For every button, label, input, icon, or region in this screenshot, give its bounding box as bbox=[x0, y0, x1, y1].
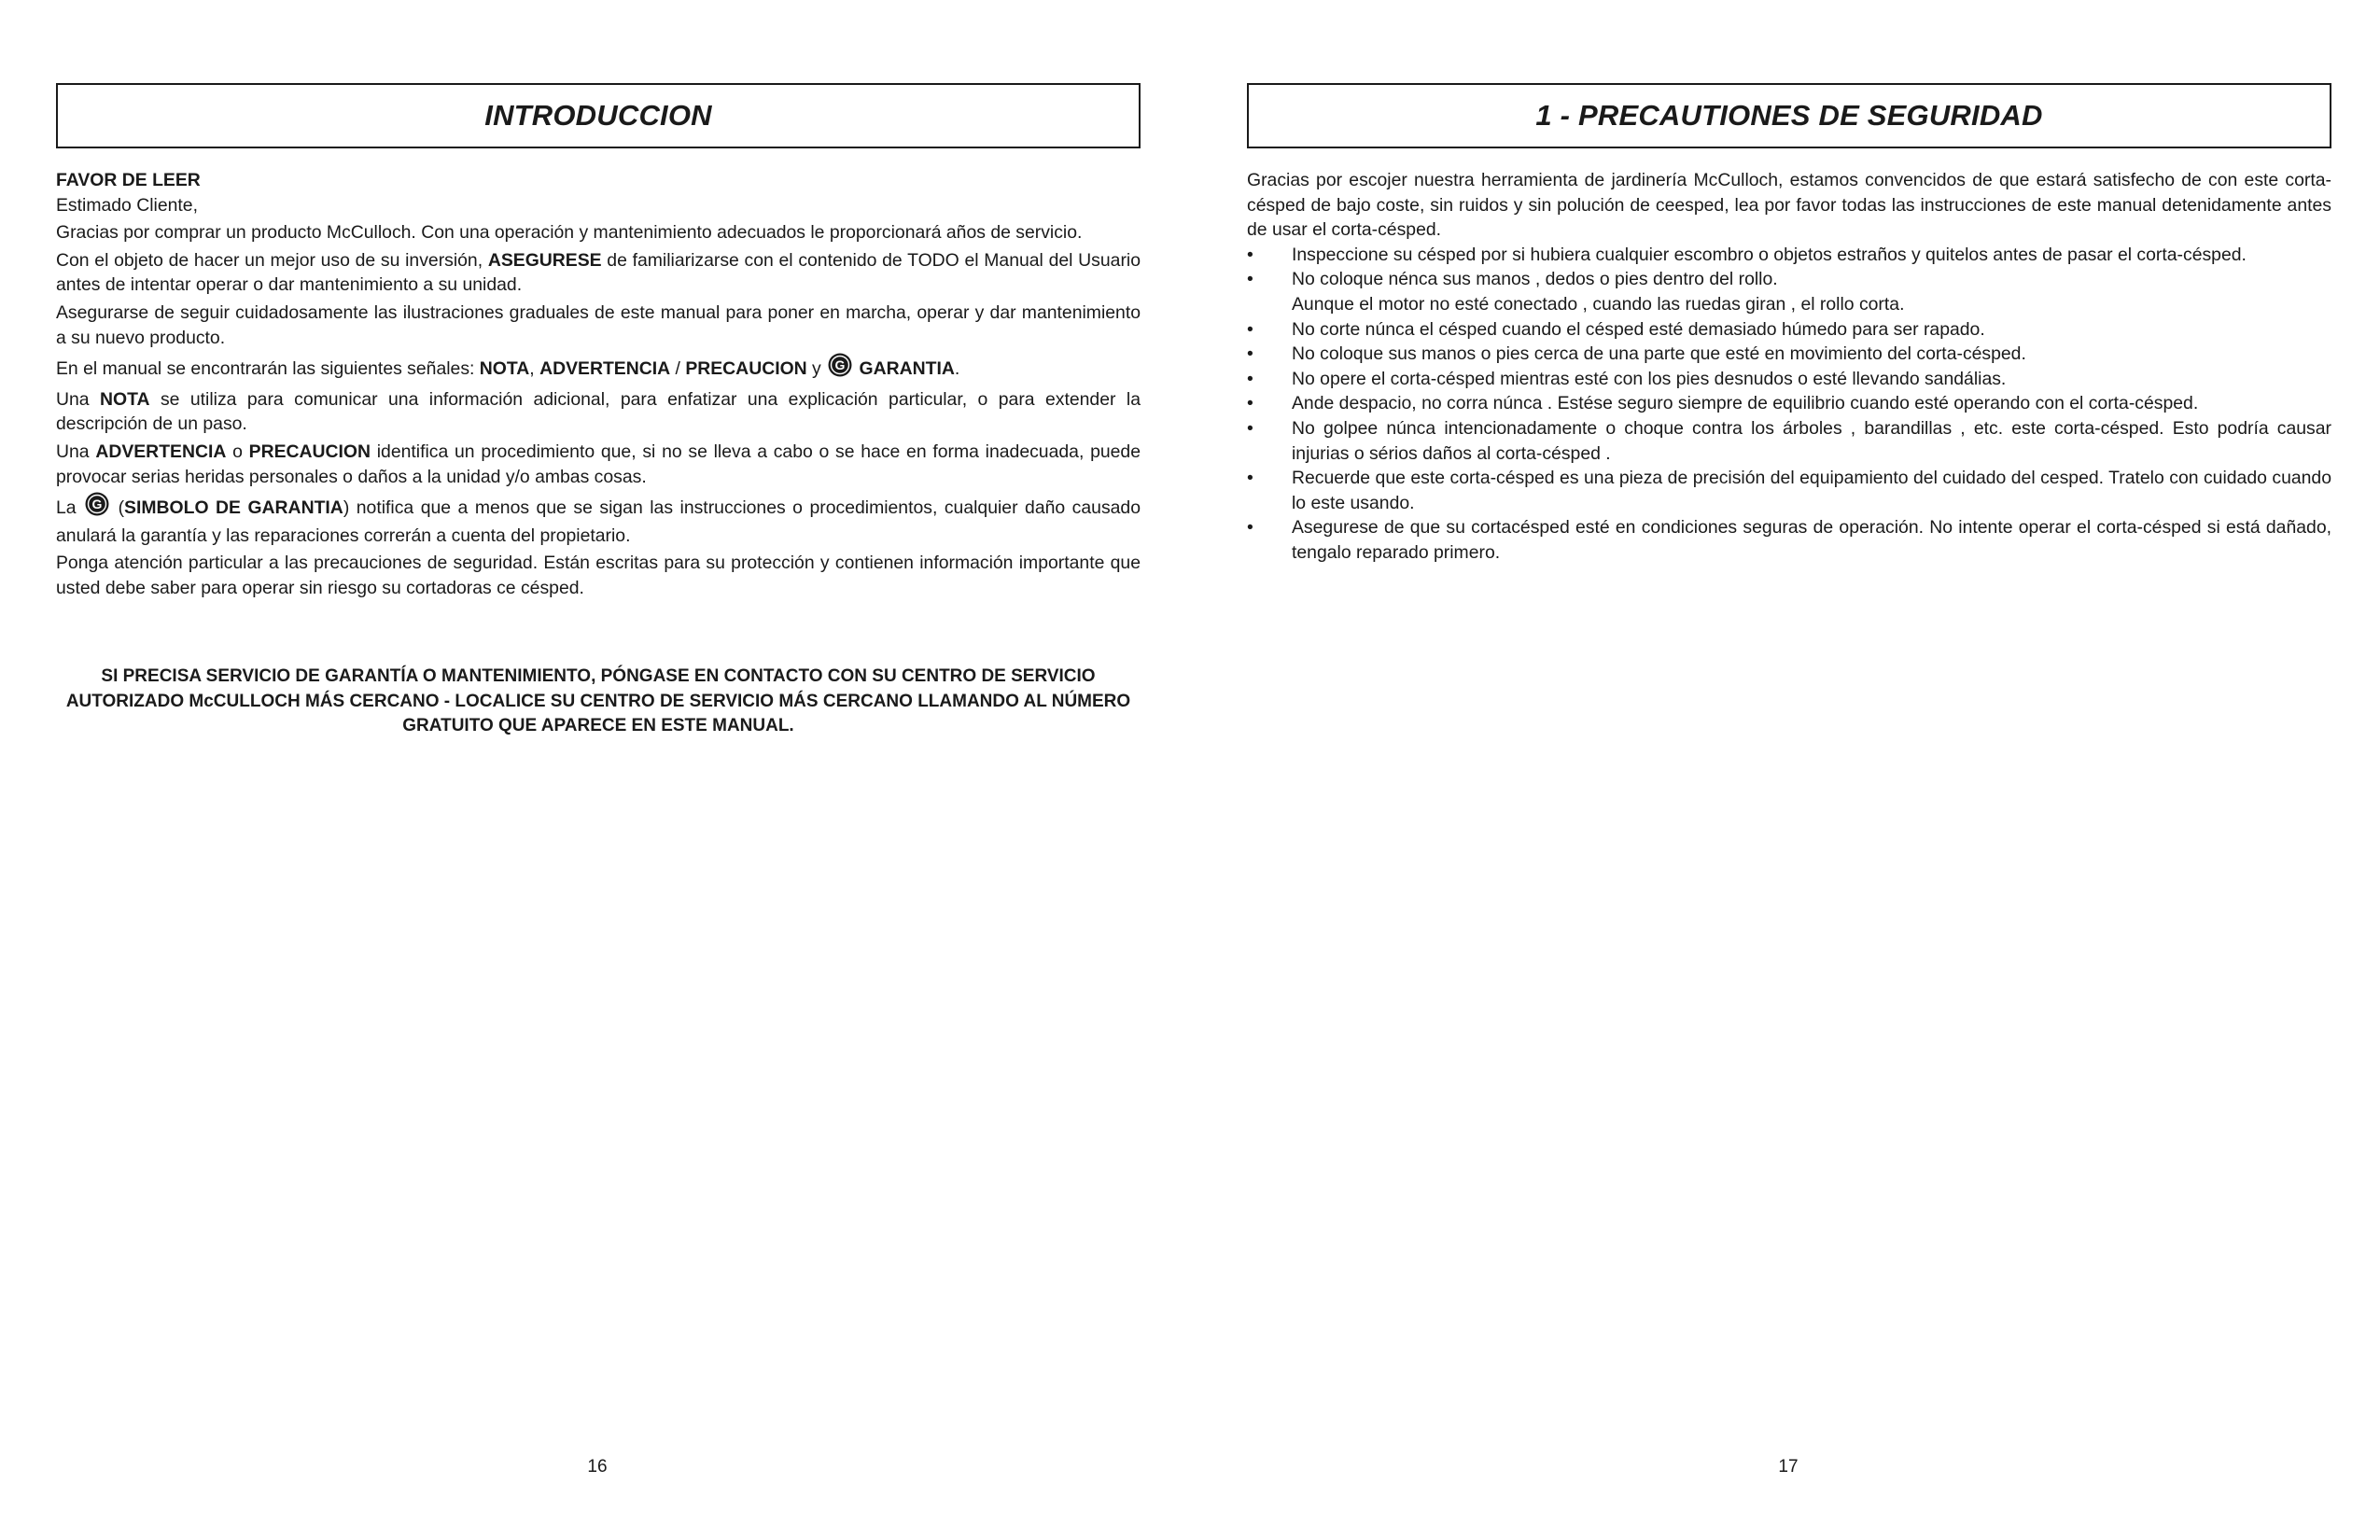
paragraph-investment: Con el objeto de hacer un mejor uso de su inversión, ASEGURESE de familiarizarse con el contenido de TODO el Manual del Usuario antes de intentar operar o dar mantenimiento a su unidad. bbox=[56, 249, 1141, 296]
warranty-symbol-icon bbox=[828, 353, 852, 385]
safety-body bbox=[1247, 168, 2331, 566]
list-item: • No golpee núnca intencionadamente o choque contra los árboles , barandillas , etc. este corta-césped. Esto podría causar injurias o sérios daños al corta-césped . bbox=[1247, 417, 2331, 464]
list-item-continuation: Aunque el motor no esté conectado , cuando las ruedas giran , el rollo corta. bbox=[1292, 293, 1905, 315]
paragraph-illustrations: Asegurarse de seguir cuidadosamente las ilustraciones graduales de este manual para poner en marcha, operar y dar mantenimiento a su nuevo producto. bbox=[56, 301, 1141, 348]
paragraph-nota: Una NOTA se utiliza para comunicar una información adicional, para enfatizar una explicación particular, o para extender la descripción de un paso. bbox=[56, 388, 1141, 435]
list-item: • No corte núnca el césped cuando el césped esté demasiado húmedo para ser rapado. bbox=[1247, 318, 1985, 340]
list-item: • Ande despacio, no corra núnca . Estése seguro siempre de equilibrio cuando esté operando con el corta-césped. bbox=[1247, 393, 2199, 414]
page-title: 1 - PRECAUTIONES DE SEGURIDAD bbox=[1535, 99, 2043, 132]
list-item: • No coloque nénca sus manos , dedos o pies dentro del rollo. bbox=[1247, 269, 1778, 290]
list-item: • Recuerde que este corta-césped es una pieza de precisión del equipamiento del cuidado del cesped. Tratelo con cuidado cuando lo este usando. bbox=[1247, 468, 2331, 513]
safety-title-box bbox=[1247, 83, 2331, 148]
service-notice: SI PRECISA SERVICIO DE GARANTÍA O MANTENIMIENTO, PÓNGASE EN CONTACTO CON SU CENTRO DE SERVICIO AUTORIZADO McCULLOCH MÁS CERCANO - LOCALICE SU CENTRO DE SERVICIO MÁS CERCANO LLAMANDO AL NÚMERO GRATUITO QUE APARECE EN ESTE MANUAL. bbox=[65, 666, 1131, 735]
paragraph-attention: Ponga atención particular a las precauciones de seguridad. Están escritas para su protección y contienen información importante que usted debe saber para operar sin riesgo su cortadoras ce césped. bbox=[56, 553, 1141, 598]
list-item: • Asegurese de que su cortacésped esté en condiciones seguras de operación. No intente operar el corta-césped si está dañado, tengalo reparado primero. bbox=[1247, 517, 2331, 563]
paragraph-warranty-symbol: La G (SIMBOLO DE GARANTIA) notifica que a menos que se sigan las instrucciones o procedimientos, cualquier daño causado anulará la garantía y las reparaciones correrán a cuenta del propietario. bbox=[56, 492, 1141, 548]
list-item: • Inspeccione su césped por si hubiera cualquier escombro o objetos estraños y quitelos antes de pasar el corta-césped. bbox=[1247, 244, 2247, 265]
page-number: 16 bbox=[587, 1457, 608, 1477]
list-item: • No coloque sus manos o pies cerca de una parte que esté en movimiento del corta-césped. bbox=[1247, 343, 2026, 365]
page-number: 17 bbox=[1778, 1457, 1799, 1477]
intro-body bbox=[56, 168, 1141, 604]
warranty-symbol-icon bbox=[85, 492, 109, 524]
page-title: INTRODUCCION bbox=[484, 99, 712, 132]
paragraph-thanks: Gracias por comprar un producto McCulloch. Con una operación y mantenimiento adecuados le proporcionará años de servicio. bbox=[56, 222, 1083, 244]
paragraph-advertencia: Una ADVERTENCIA o PRECAUCION identifica un procedimiento que, si no se lleva a cabo o se hace en forma inadecuada, puede provocar serias heridas personales o daños a la unidad y/o ambas cosas. bbox=[56, 441, 1141, 487]
safety-list bbox=[1247, 243, 2331, 566]
salutation: Estimado Cliente, bbox=[56, 194, 198, 216]
intro-title-box bbox=[56, 83, 1141, 148]
safety-intro: Gracias por escojer nuestra herramienta de jardinería McCulloch, estamos convencidos de que estará satisfecho de con este corta-césped de bajo coste, sin ruidos y sin polución de ceesped, lea por favor todas las instrucciones de este manual detenidamente antes de usar el corta-césped. bbox=[1247, 170, 2331, 241]
list-item: • No opere el corta-césped mientras esté con los pies desnudos o esté llevando sandálias. bbox=[1247, 368, 2007, 389]
svg-text:G: G bbox=[91, 497, 103, 512]
paragraph-signals: En el manual se encontrarán las siguientes señales: NOTA, ADVERTENCIA / PRECAUCION y G GARANTIA. bbox=[56, 353, 1141, 385]
svg-text:G: G bbox=[834, 357, 846, 373]
read-heading: FAVOR DE LEER bbox=[56, 170, 201, 190]
